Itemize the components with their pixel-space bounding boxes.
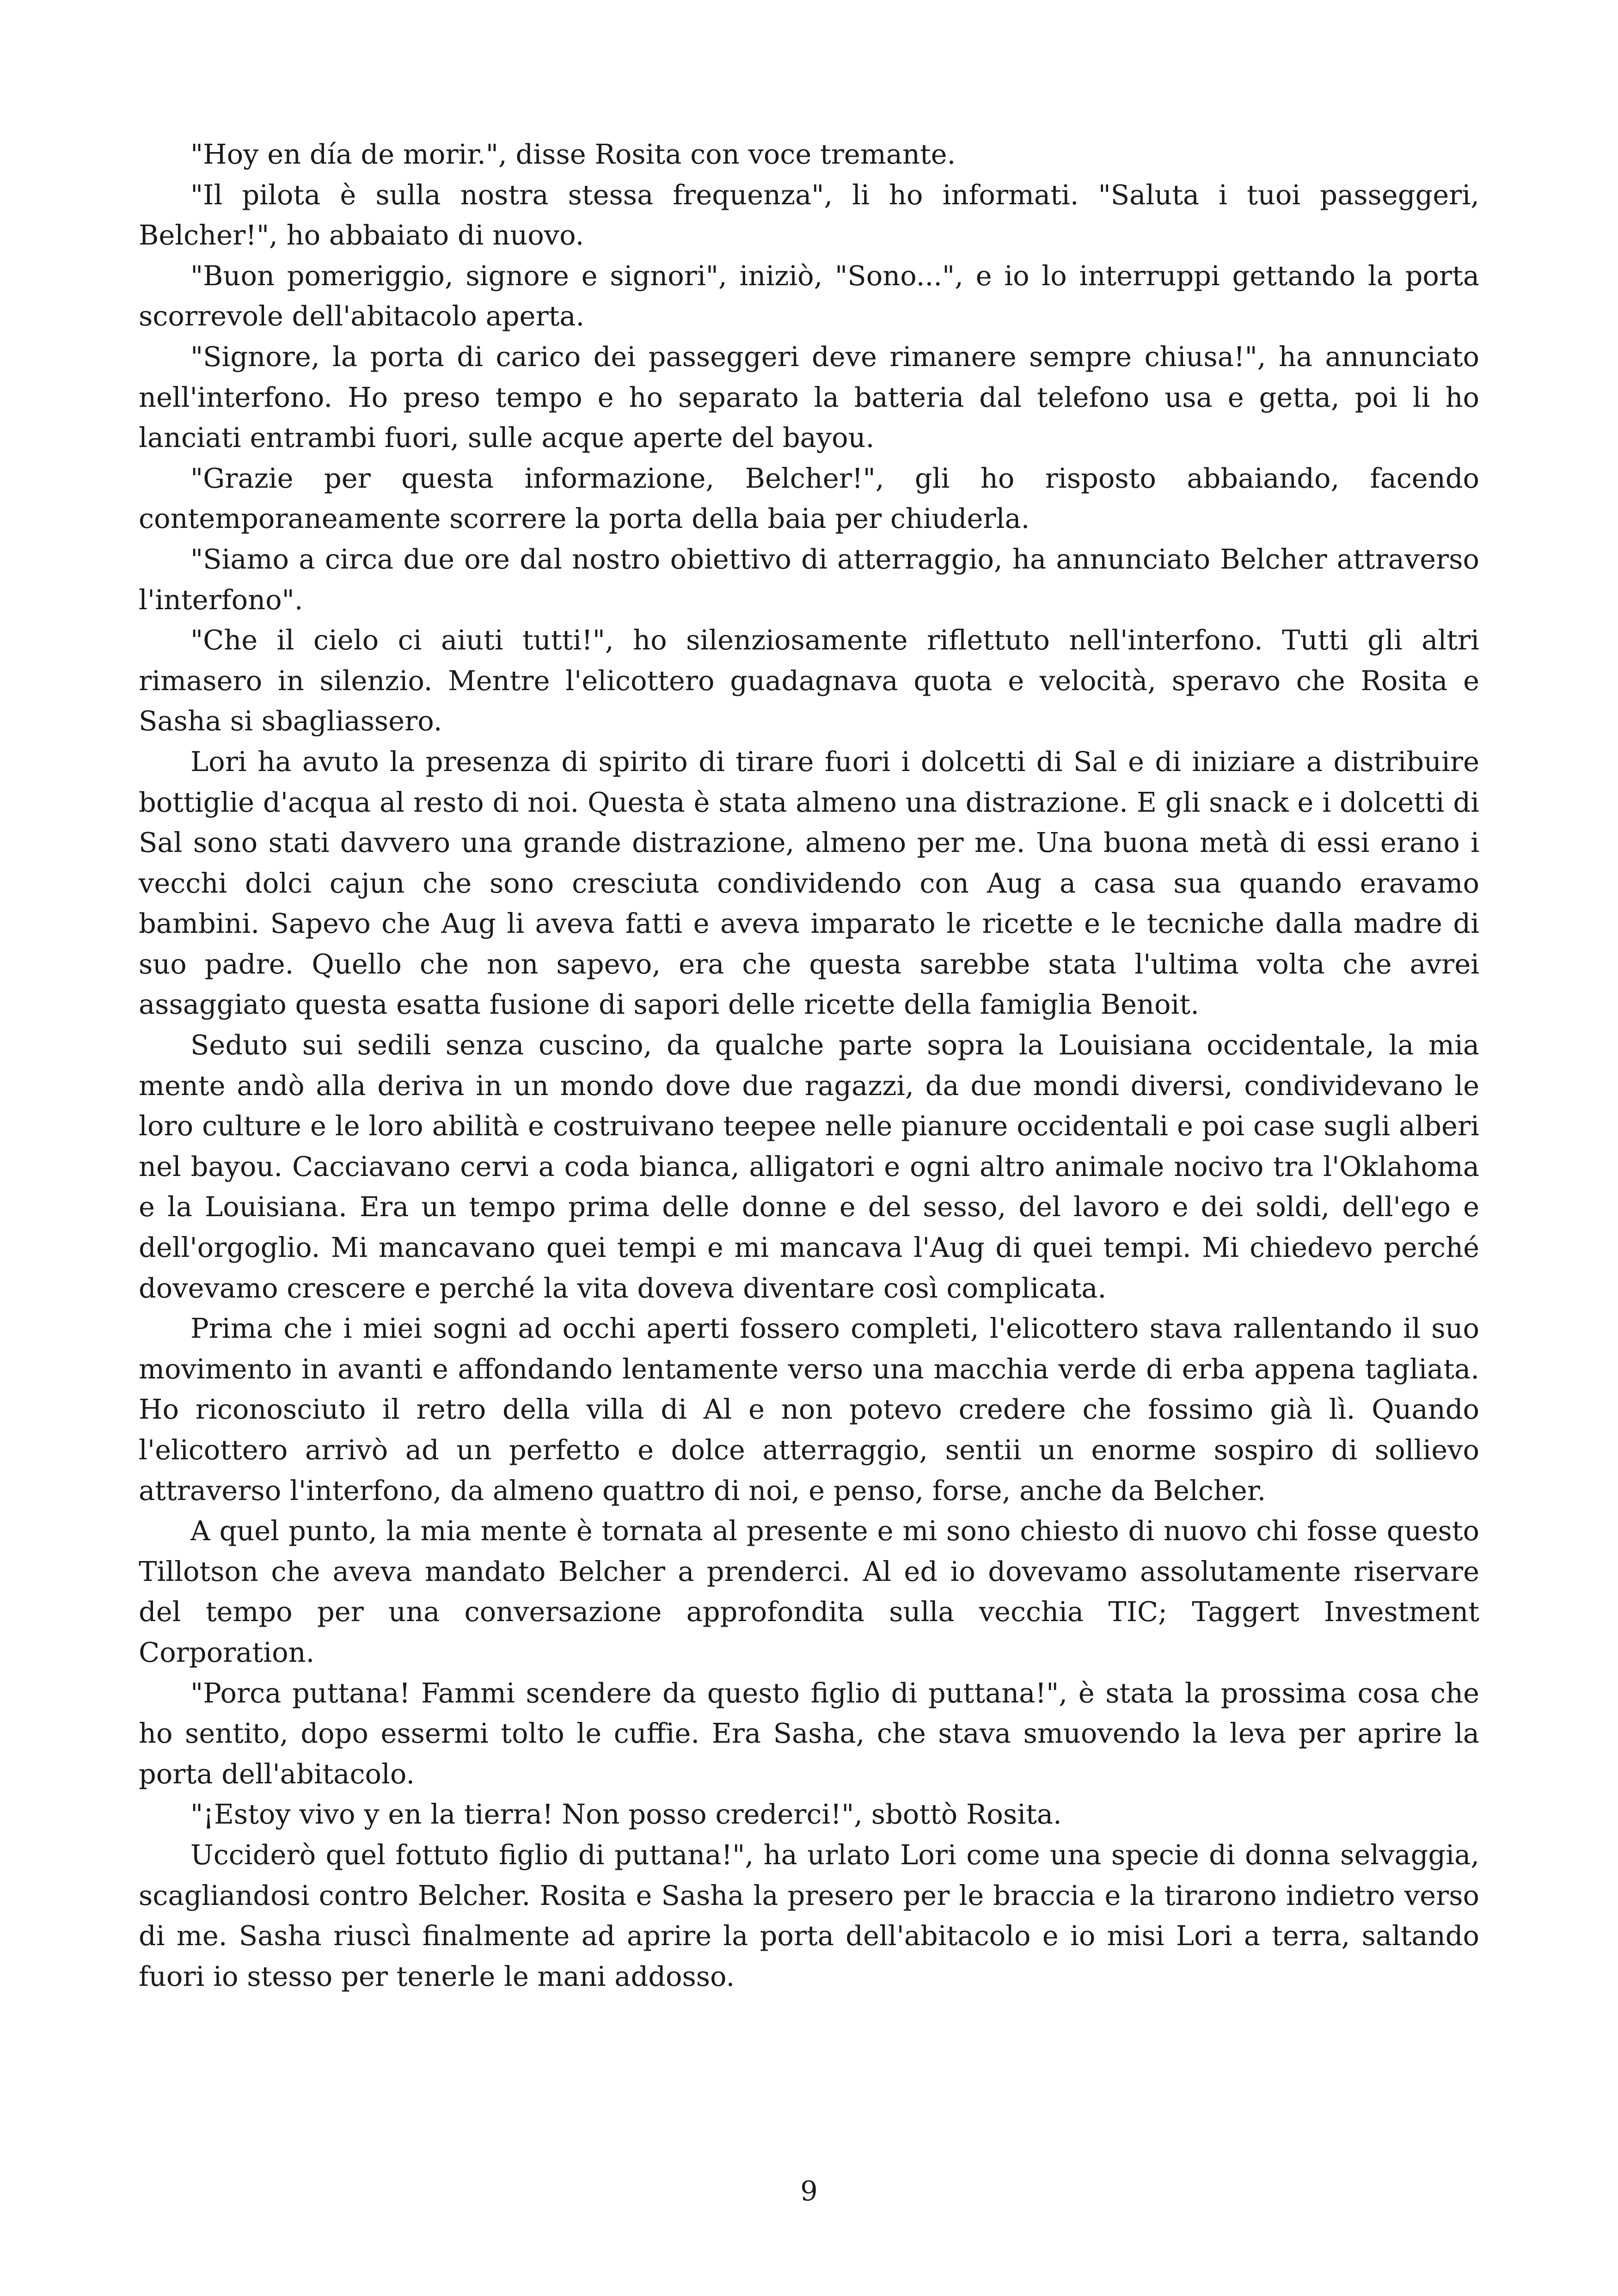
paragraph-2: "Il pilota è sulla nostra stessa frequenza", li ho informati. "Saluta i tuoi passeggeri, Belcher!", ho abbaiato di nuovo. — [139, 178, 1479, 251]
paragraph-9: Seduto sui sedili senza cuscino, da qualche parte sopra la Louisiana occidentale, la mia mente andò alla deriva in un mondo dove due ragazzi, da due mondi diversi, condividevano le loro culture e le loro abilità e costruivano teepee nelle pianure occidentali e poi case sugli alberi nel bayou. Cacciavano cervi a coda bianca, alligatori e ogni altro animale nocivo tra l'Oklahoma e la Louisiana. Era un tempo prima delle donne e del sesso, del lavoro e dei soldi, dell'ego e dell'orgoglio. Mi mancavano quei tempi e mi mancava l'Aug di quei tempi. Mi chiedevo perché dovevamo crescere e perché la vita doveva diventare così complicata. — [139, 1029, 1479, 1304]
body-text — [139, 134, 1479, 1996]
paragraph-4: "Signore, la porta di carico dei passeggeri deve rimanere sempre chiusa!", ha annunciato nell'interfono. Ho preso tempo e ho separato la batteria dal telefono usa e getta, poi li ho lanciati entrambi fuori, sulle acque aperte del bayou. — [139, 340, 1479, 454]
paragraph-1: "Hoy en día de morir.", disse Rosita con voce tremante. — [190, 138, 956, 170]
paragraph-7: "Che il cielo ci aiuti tutti!", ho silenziosamente riflettuto nell'interfono. Tutti gli altri rimasero in silenzio. Mentre l'elicottero guadagnava quota e velocità, speravo che Rosita e Sasha si sbagliassero. — [139, 624, 1479, 737]
paragraph-11: A quel punto, la mia mente è tornata al presente e mi sono chiesto di nuovo chi fosse questo Tillotson che aveva mandato Belcher a prenderci. Al ed io dovevamo assolutamente riservare del tempo per una conversazione approfondita sulla vecchia TIC; Taggert Investment Corporation. — [139, 1515, 1479, 1668]
paragraph-8: Lori ha avuto la presenza di spirito di tirare fuori i dolcetti di Sal e di iniziare a distribuire bottiglie d'acqua al resto di noi. Questa è stata almeno una distrazione. E gli snack e i dolcetti di Sal sono stati davvero una grande distrazione, almeno per me. Una buona metà di essi erano i vecchi dolci cajun che sono cresciuta condividendo con Aug a casa sua quando eravamo bambini. Sapevo che Aug li aveva fatti e aveva imparato le ricette e le tecniche dalla madre di suo padre. Quello che non sapevo, era che questa sarebbe stata l'ultima volta che avrei assaggiato questa esatta fusione di sapori delle ricette della famiglia Benoit. — [139, 745, 1479, 1021]
paragraph-5: "Grazie per questa informazione, Belcher!", gli ho risposto abbaiando, facendo contemporaneamente scorrere la porta della baia per chiuderla. — [139, 462, 1479, 535]
paragraph-3: "Buon pomeriggio, signore e signori", iniziò, "Sono...", e io lo interruppi gettando la porta scorrevole dell'abitacolo aperta. — [139, 259, 1479, 332]
paragraph-6: "Siamo a circa due ore dal nostro obiettivo di atterraggio, ha annunciato Belcher attraverso l'interfono". — [139, 543, 1479, 616]
paragraph-12: "Porca puttana! Fammi scendere da questo figlio di puttana!", è stata la prossima cosa che ho sentito, dopo essermi tolto le cuffie. Era Sasha, che stava smuovendo la leva per aprire la porta dell'abitacolo. — [139, 1677, 1479, 1790]
paragraph-13: "¡Estoy vivo y en la tierra! Non posso crederci!", sbottò Rosita. — [190, 1798, 1062, 1831]
page-number: 9 — [800, 2175, 818, 2207]
paragraph-14: Ucciderò quel fottuto figlio di puttana!", ha urlato Lori come una specie di donna selvaggia, scagliandosi contro Belcher. Rosita e Sasha la presero per le braccia e la tirarono indietro verso di me. Sasha riuscì finalmente ad aprire la porta dell'abitacolo e io misi Lori a terra, saltando fuori io stesso per tenerle le mani addosso. — [139, 1838, 1479, 1992]
paragraph-10: Prima che i miei sogni ad occhi aperti fossero completi, l'elicottero stava rallentando il suo movimento in avanti e affondando lentamente verso una macchia verde di erba appena tagliata. Ho riconosciuto il retro della villa di Al e non potevo credere che fossimo già lì. Quando l'elicottero arrivò ad un perfetto e dolce atterraggio, sentii un enorme sospiro di sollievo attraverso l'interfono, da almeno quattro di noi, e penso, forse, anche da Belcher. — [139, 1312, 1479, 1506]
